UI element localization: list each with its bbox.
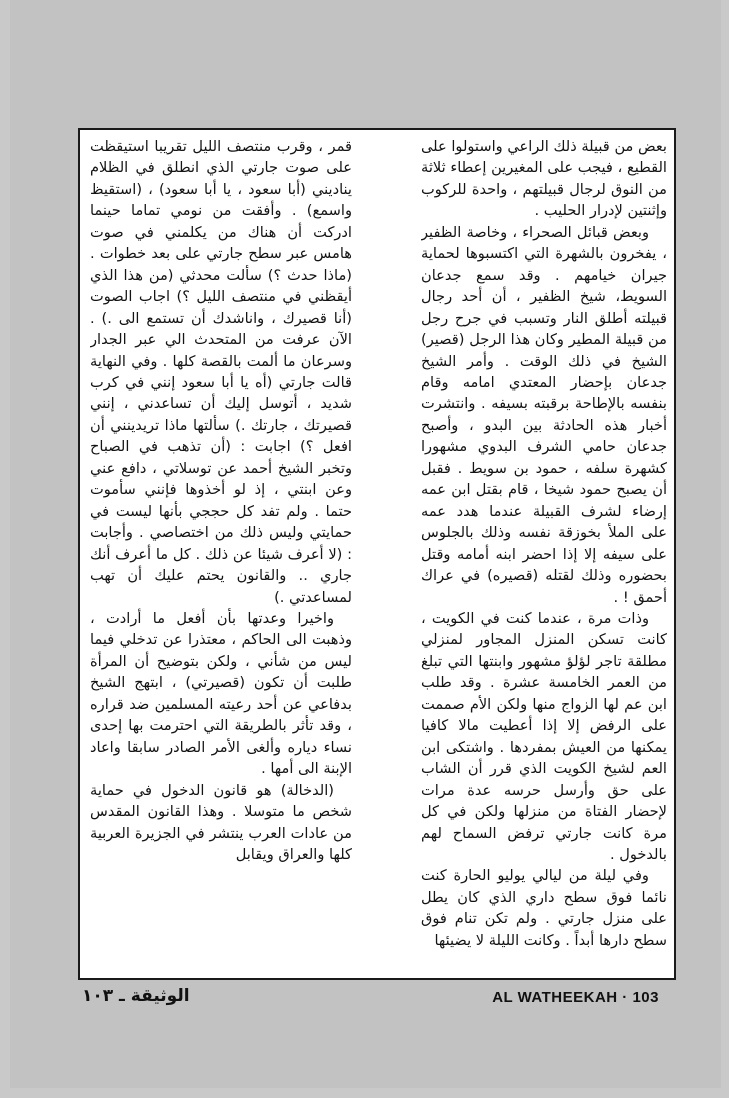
magazine-page — [10, 0, 721, 1088]
article-frame — [78, 128, 676, 980]
article-column-left — [90, 136, 352, 974]
footer-arabic-title: الوثيقة ـ ١٠٣ — [82, 986, 190, 1006]
paragraph: وذات مرة ، عندما كنت في الكويت ، كانت تسكن المنزل المجاور لمنزلي مطلقة تاجر لؤلؤ مشهور وابنتها التي تبلغ من العمر الخامسة عشرة . وقد طلب ابن عم لها الزواج منها ولكن الأم صممت على الرفض إلا إذا أعطيت مالا كافيا يمكنها من العيش بمفردها . واشتكى ابن العم لشيخ الكويت الذي قرر أن الشاب على حق وأرسل حرسه عدة مرات لإحضار الفتاة من منزلها ولكن في كل مرة كانت جارتي ترفض السماح لهم بالدخول . — [421, 609, 667, 863]
paragraph: بعض من قبيلة ذلك الراعي واستولوا على القطيع ، فيجب على المغيرين إعطاء ثلاثة من النوق لرجال قبيلتهم ، واحدة للركوب وإثنتين لإدرار الحليب . — [421, 138, 667, 220]
paragraph: قمر ، وقرب منتصف الليل تقريبا استيقظت على صوت جارتي الذي انطلق في الظلام يناديني (أبا سعود ، يا أبا سعود) ، (استقيظ واسمع) . وأفقت من نومي تماما حينما ادركت أن هناك من يكلمني في صوت هامس عبر سطح جارتي على بعد خطوات . (ماذا حدث ؟) سألت محدثي (من هذا الذي أيقظني في منتصف الليل ؟) اجاب الصوت (أنا قصيرك ، واناشدك أن تستمع الى .) . الآن عرفت من المتحدث الي عبر الجدار وسرعان ما ألمت بالقصة كلها . وفي النهاية قالت جارتي (أه يا أبا سعود إنني في كرب شديد ، أتوسل إليك أن تساعدني ، إنني قصيرتك ، جارتك .) سألتها ماذا تريدينني أن افعل ؟) اجابت : (أن تذهب في الصباح وتخبر الشيخ أحمد عن توسلاتي ، دافع عني وعن ابنتي ، إذ لو أخذوها فإنني سأموت حتما . ولم تفد كل حججي بأنها ليست في حمايتي وليس ذلك من اختصاصي . وأجابت : (لا أعرف شيئا عن ذلك . كل ما أعرف أنك جاري .. والقانون يحتم عليك أن تهب لمساعدتي .) — [90, 138, 352, 606]
paragraph: واخيرا وعدتها بأن أفعل ما أرادت ، وذهبت الى الحاكم ، معتذرا عن تدخلي فيما ليس من شأني ، ولكن بتوضيح أن المرأة طلبت أن تكون (قصيرتي) ، ابتهج الشيخ بدفاعي عن أحد رعيته المسلمين ضد قراره ، وقد تأثر بالطريقة التي احترمت بها إحدى نساء دياره وألغى الأمر الصادر سابقا واعاد الإبنة الى أمها . — [90, 609, 352, 778]
paragraph: وبعض قبائل الصحراء ، وخاصة الظفير ، يفخرون بالشهرة التي اكتسبوها لحماية جيران خيامهم . وقد سمع جدعان السويط، شيخ الظفير ، أن أحد رجال قبيلته أطلق النار وتسبب في جرح رجل من قبيلة المطير وكان هذا الرجل (قصير) الشيخ في ذلك الوقت . وأمر الشيخ جدعان بإحضار المعتدي امامه وقام بنفسه بالإطاحة برقبته بسيفه . وانتشرت أخبار هذه الحادثة بين البدو ، وأصبح جدعان حامي الشرف البدوي مشهورا كشهرة سلفه ، حمود بن سويط . فقبل أن يصبح حمود شيخا ، قام بقتل ابن عمه إرضاء لشرف القبيلة عندما هدد عمه على الملأ بخوزقة نفسه وذلك بالجلوس على سيفه إلا إذا احضر ابنه أمامه وقتل بحضوره وذلك لقتله (قصيره) في عراك أحمق ! . — [421, 223, 667, 606]
paragraph: وفي ليلة من ليالي يوليو الحارة كنت نائما فوق سطح داري الذي كان يطل على منزل جارتي . ولم تكن تنام فوق سطح دارها أبداً . وكانت الليلة لا يضيئها — [421, 867, 667, 949]
article-column-right — [421, 136, 667, 974]
page-footer — [10, 986, 721, 1010]
paragraph: (الدخالة) هو قانون الدخول في حماية شخص ما متوسلا . وهذا القانون المقدس من عادات العرب ينتشر في الجزيرة العربية كلها والعراق ويقابل — [90, 781, 352, 863]
footer-latin-title: AL WATHEEKAH · 103 — [492, 989, 659, 1006]
